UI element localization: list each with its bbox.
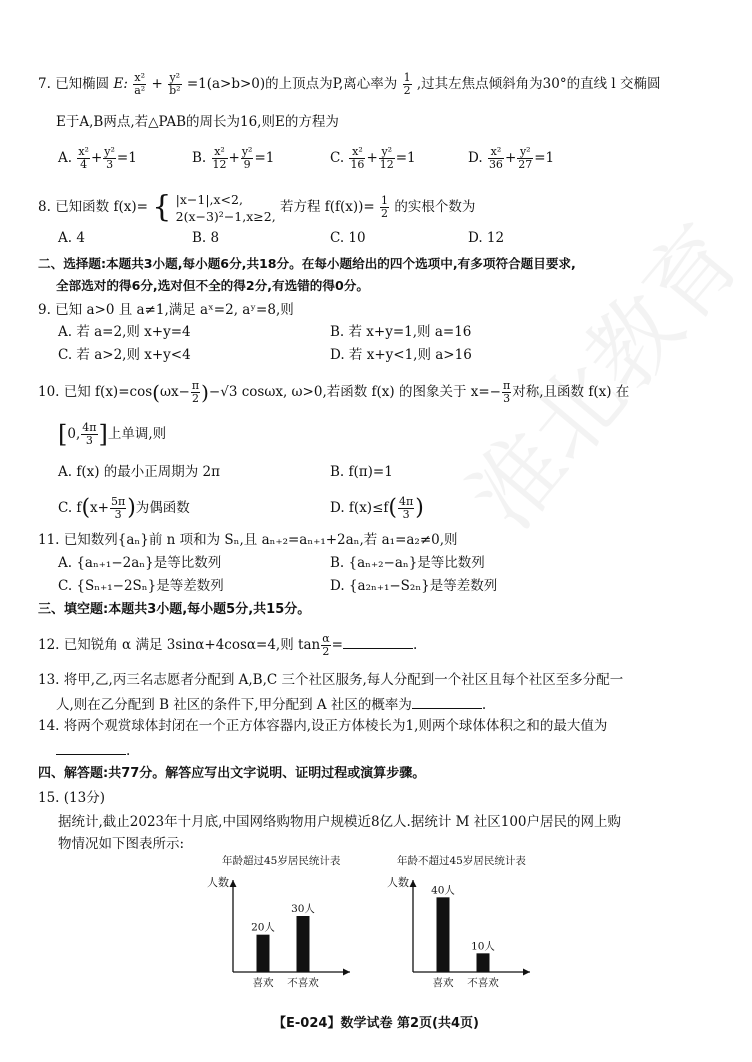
chart1-bar-1: [257, 935, 270, 972]
section3-heading: 三、填空题:本题共3小题,每小题5分,共15分。: [38, 602, 311, 617]
q13-answer-blank[interactable]: [412, 694, 482, 709]
q9-option-a: A. 若 a=2,则 x+y=4: [58, 324, 191, 340]
q7-stem-c: =1(a>b>0)的上顶点为P,离心率为: [186, 76, 398, 92]
q10-option-d: D. f(x)≤f( $\frac{4\pi}{3}$ ): [330, 495, 424, 521]
chart1-tick-label-2: 不喜欢: [287, 977, 319, 989]
q7-number: 7.: [38, 76, 51, 92]
chart1-ylabel: 人数: [207, 876, 229, 889]
section2-heading-cont: 全部选对的得6分,选对但不全的得2分,有选错的得0分。: [56, 278, 369, 293]
q11-option-d: D. {a₂ₙ₊₁−S₂ₙ}是等差数列: [330, 578, 498, 594]
q15-line1: 据统计,截止2023年十月底,中国网络购物用户规模近8亿人.据统计 M 社区100户居民的网上购: [58, 814, 621, 830]
q8-line: 8. 已知函数 f(x)= { |x−1|,x<2, 2(x−3)²−1,x≥2, 若方程 f(f(x))= $\frac{1}{2}$ 的实根个数为: [38, 189, 476, 225]
q14-line1: 14. 将两个观赏球体封闭在一个正方体容器内,设正方体棱长为1,则两个球体体积之和的最大值为: [38, 718, 608, 734]
q8-option-b: B. 8: [192, 230, 220, 246]
q8-post: 的实根个数为: [394, 199, 476, 215]
q12-answer-blank[interactable]: [343, 634, 413, 649]
q7-stem-a: 已知椭圆: [55, 76, 110, 92]
chart2-title: 年龄不超过45岁居民统计表: [397, 855, 526, 867]
q8-mid: 若方程 f(f(x))=: [279, 199, 375, 215]
q7-plus: +: [151, 76, 163, 92]
chart2-bar-1: [437, 897, 450, 972]
q8-option-c: C. 10: [330, 230, 366, 246]
q11-option-c: C. {Sₙ₊₁−2Sₙ}是等差数列: [58, 578, 224, 594]
chart2-ylabel: 人数: [387, 876, 409, 889]
chart2-y-arrow-icon: [410, 880, 417, 887]
q13-line2: 人,则在乙分配到 B 社区的条件下,甲分配到 A 社区的概率为 .: [56, 694, 486, 715]
q7-option-a: A. $\frac{\text{x²}}{4}$ + $\frac{\text{y²}}{3}$ =1: [58, 145, 137, 171]
q7-frac-x: $\frac{\text{x²}}{\text{a²}}$: [134, 71, 146, 97]
chart2-bar-2: [477, 953, 490, 972]
q9-stem: 9. 已知 a>0 且 a≠1,满足 aˣ=2, aʸ=8,则: [38, 302, 294, 318]
q11-option-a: A. {aₙ₊₁−2aₙ}是等比数列: [58, 555, 222, 571]
chart2-data-label-1: 40人: [431, 884, 455, 897]
section2-heading: 二、选择题:本题共3小题,每小题6分,共18分。在每小题给出的四个选项中,有多项符合题目要求,: [38, 256, 576, 271]
q8-option-a: A. 4: [58, 230, 85, 246]
q14-line2: .: [56, 740, 130, 761]
q13-line1: 13. 将甲,乙,丙三名志愿者分配到 A,B,C 三个社区服务,每人分配到一个社区且每个社区至多分配一: [38, 672, 624, 688]
brace-icon: {: [152, 189, 172, 225]
q7-option-c: C. $\frac{\text{x²}}{16}$ + $\frac{\text{y²}}{12}$ =1: [330, 145, 416, 171]
q8-piecewise: |x−1|,x<2, 2(x−3)²−1,x≥2,: [175, 191, 276, 224]
q10-option-a: A. f(x) 的最小正周期为 2π: [58, 464, 221, 480]
chart1-y-arrow-icon: [230, 880, 237, 887]
q7-line2: E于A,B两点,若△PAB的周长为16,则E的方程为: [56, 114, 339, 130]
chart1-data-label-1: 20人: [251, 921, 275, 934]
chart1-svg: [200, 872, 360, 1002]
q11-option-b: B. {aₙ₊₂−aₙ}是等比数列: [330, 555, 485, 571]
q9-option-c: C. 若 a>2,则 x+y<4: [58, 347, 191, 363]
q14-answer-blank[interactable]: [56, 740, 126, 755]
chart2-data-label-2: 10人: [471, 940, 495, 953]
chart2-tick-label-1: 喜欢: [432, 977, 454, 989]
q9-option-b: B. 若 x+y=1,则 a=16: [330, 324, 472, 340]
q15-line2: 物情况如下图表所示:: [58, 836, 185, 852]
q15-heading: 15. (13分): [38, 790, 105, 806]
q10-line2: [0, $\frac{4\pi}{3}$ ]上单调,则: [58, 420, 167, 449]
q10-line1: 10. 已知 f(x)=cos(ωx− $\frac{\pi}{2}$ )−√3 cosωx, ω>0,若函数 f(x) 的图象关于 x=− $\frac{\pi}{3}$ 对称,且函数 f(x) 在: [38, 379, 630, 405]
q9-option-d: D. 若 x+y<1,则 a>16: [330, 347, 472, 363]
q10-option-b: B. f(π)=1: [330, 464, 393, 480]
q12-line: 12. 已知锐角 α 满足 3sinα+4cosα=4,则 tan $\frac{\alpha}{2}$ = .: [38, 632, 418, 658]
chart1-data-label-2: 30人: [291, 903, 315, 915]
q7-option-d: D. $\frac{\text{x²}}{36}$ + $\frac{\text{y²}}{27}$ =1: [468, 145, 555, 171]
chart2-x-arrow-icon: [523, 969, 530, 976]
chart1-tick-label-1: 喜欢: [252, 977, 274, 989]
q7-option-b: B. $\frac{\text{x²}}{12}$ + $\frac{\text{y²}}{9}$ =1: [192, 145, 275, 171]
chart2-tick-label-2: 不喜欢: [467, 977, 499, 989]
q8-frac-half: $\frac{1}{2}$: [381, 194, 389, 220]
q7-frac-half: $\frac{1}{2}$: [403, 71, 411, 97]
chart1-title: 年龄超过45岁居民统计表: [222, 855, 341, 867]
chart1-bar-2: [297, 916, 310, 972]
q10-option-c: C. f(x+ $\frac{5\pi}{3}$ )为偶函数: [58, 495, 190, 521]
q7-frac-y: $\frac{\text{y²}}{\text{b²}}$: [169, 71, 181, 97]
q7-ellipse-name: E:: [113, 76, 128, 92]
q8-pre: 已知函数 f(x)=: [55, 199, 148, 215]
page-footer: 【E-024】数学试卷 第2页(共4页): [273, 1016, 479, 1031]
q11-stem: 11. 已知数列{aₙ}前 n 项和为 Sₙ,且 aₙ₊₂=aₙ₊₁+2aₙ,若 a₁=a₂≠0,则: [38, 532, 458, 548]
q8-option-d: D. 12: [468, 230, 505, 246]
chart1-x-arrow-icon: [343, 969, 350, 976]
q7-line1: [38, 72, 661, 97]
section4-heading: 四、解答题:共77分。解答应写出文字说明、证明过程或演算步骤。: [38, 766, 426, 781]
q7-stem-d: ,过其左焦点倾斜角为30°的直线 l 交椭圆: [416, 76, 661, 92]
chart2-svg: [380, 872, 540, 1002]
